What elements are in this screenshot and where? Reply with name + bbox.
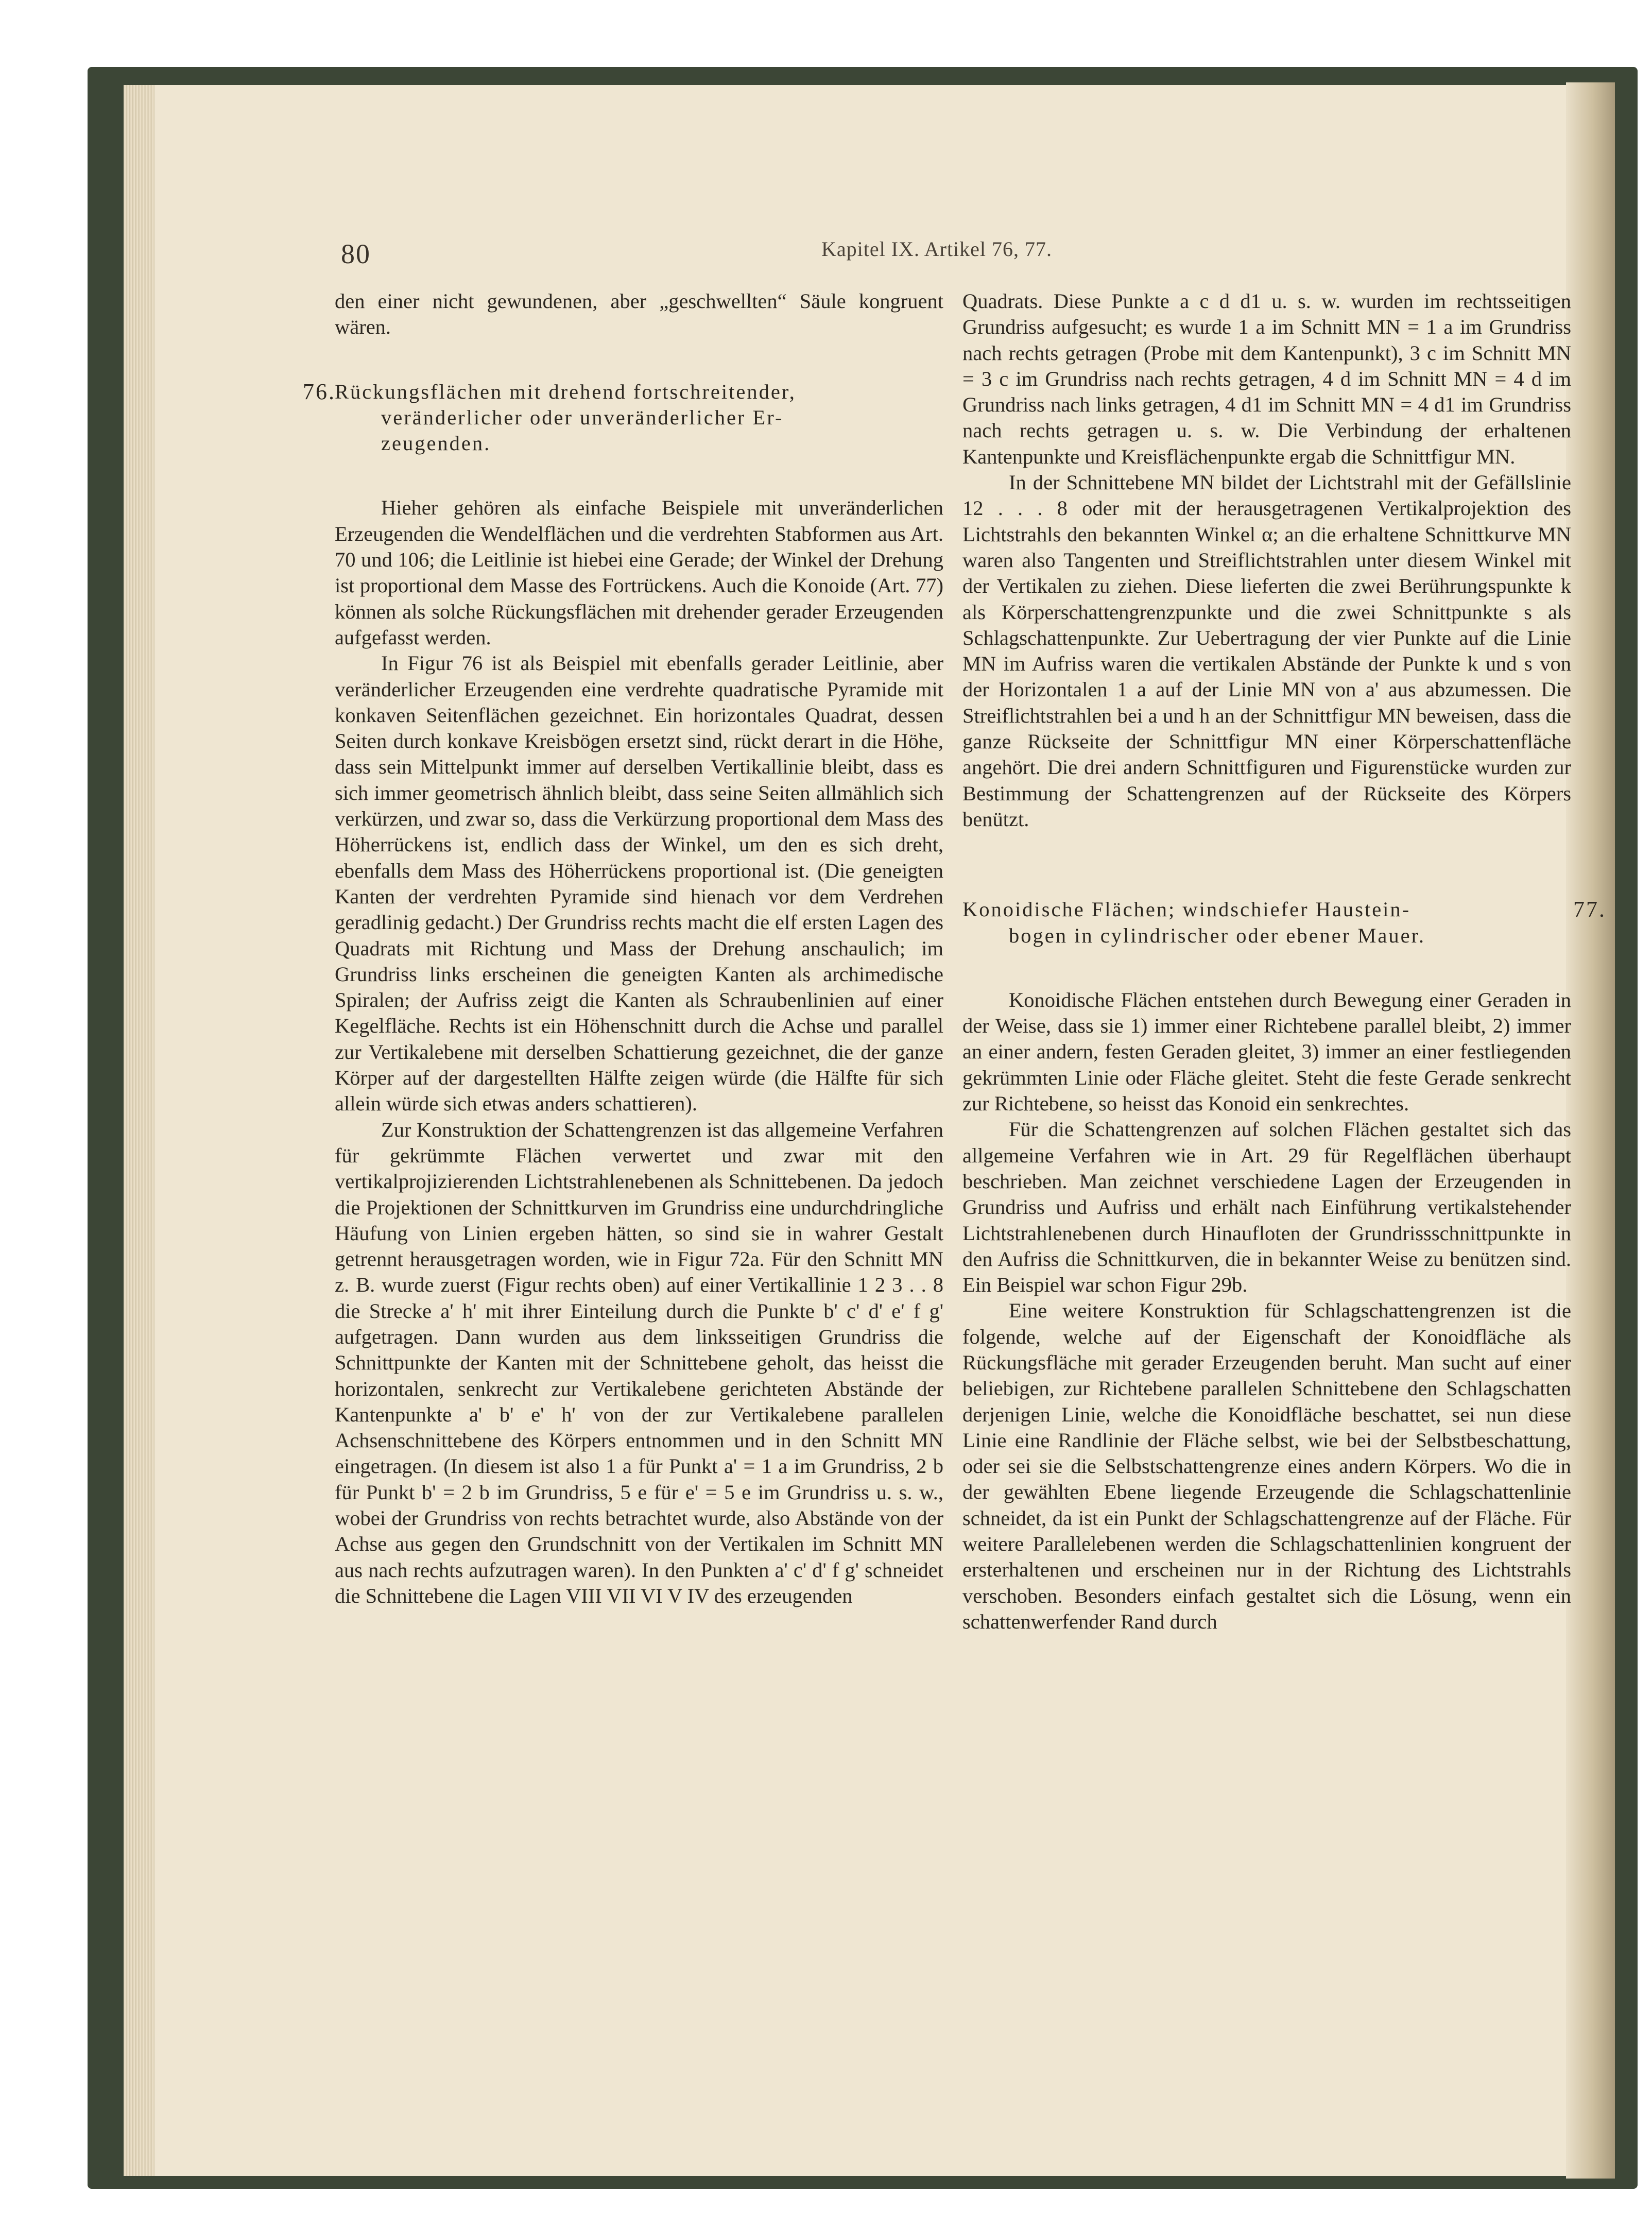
page-number: 80 [341,238,371,269]
section-number: 76. [303,379,336,404]
section-76-heading [303,379,943,457]
body-paragraph: Eine weitere Konstruktion für Schlagschattengrenzen ist die folgende, welche auf der Eigenschaft der Konoidfläche als Rückungsfläche mit gerader Erzeugenden beruht. Man sucht auf einer beliebigen, zur Richtebene parallelen Schnittebene den Schlagschatten derjenigen Linie, welche die Konoidfläche beschattet, sei nun diese Linie eine Randlinie der Fläche selbst, wie bei der Selbstbeschattung, oder sei sie die Selbstschattengrenze eines andern Körpers. Wo die in der gewählten Ebene liegende Erzeugende die Schlagschattenlinie schneidet, da ist ein Punkt der Schlagschattengrenze auf der Fläche. Für weitere Parallelebenen werden die Schlagschattenlinien kongruent der ersterhaltenen und erscheinen nur in der Richtung des Lichtstrahls verschoben. Besonders einfach gestaltet sich die Lösung, wenn ein schattenwerfender Rand durch [962,1299,1571,1633]
body-paragraph: Hieher gehören als einfache Beispiele mit unveränderlichen Erzeugenden die Wendelflächen und die verdrehten Stabformen aus Art. 70 und 106; die Leitlinie ist hiebei eine Gerade; der Winkel der Drehung ist proportional dem Masse des Fortrückens. Auch die Konoide (Art. 77) können als solche Rückungsflächen mit drehender gerader Erzeugenden aufgefasst werden. [335,496,943,649]
body-paragraph: Für die Schattengrenzen auf solchen Flächen gestaltet sich das allgemeine Verfahren wie in Art. 29 für Regelflächen überhaupt beschrieben. Man zeichnet verschiedene Lagen der Erzeugenden in Grundriss und Aufriss und erhält nach Einführung vertikalstehender Lichtstrahlenebenen durch Hinaufloten der Grundrissschnittpunkte in den Aufriss die Schnittkurven, die in bekannter Weise zu benützen sind. Ein Beispiel war schon Figur 29b. [962,1118,1571,1297]
section-heading-line: bogen in cylindrischer oder ebener Mauer. [1009,923,1425,947]
page-edges [124,85,154,2176]
left-column [303,288,943,1609]
body-paragraph: In Figur 76 ist als Beispiel mit ebenfalls gerader Leitlinie, aber veränderlicher Erzeugenden eine verdrehte quadratische Pyramide mit konkaven Seitenflächen gezeichnet. Ein horizontales Quadrat, dessen Seiten durch konkave Kreisbögen ersetzt sind, rückt derart in die Höhe, dass sein Mittelpunkt immer auf derselben Vertikallinie bleibt, dass es sich immer geometrisch ähnlich bleibt, dass seine Seiten allmählich sich verkürzen, und zwar so, dass die Verkürzung proportional dem Mass des Höherrückens ist, endlich dass der Winkel, um den es sich dreht, ebenfalls dem Mass des Höherrückens proportional ist. (Die geneigten Kanten der verdrehten Pyramide sind hienach vor dem Verdrehen geradlinig gedacht.) Der Grundriss rechts macht die elf ersten Lagen des Quadrats mit Richtung und Mass der Drehung anschaulich; im Grundriss links erscheinen die geneigten Kanten als archimedische Spiralen; der Aufriss zeigt die Kanten als Schraubenlinien auf einer Kegelfläche. Rechts ist ein Höhenschnitt durch die Achse und parallel zur Vertikalebene mit derselben Schattierung gezeichnet, die der ganze Körper auf der dargestellten Hälfte zeigen würde (die Hälfte für sich allein würde sich etwas anders schattieren). [335,651,943,1116]
section-heading-line: zeugenden. [381,432,491,455]
running-head: Kapitel IX. Artikel 76, 77. [821,237,1053,261]
section-heading-line: Konoidische Flächen; windschiefer Haustein- [962,898,1411,921]
section-heading-line: Rückungsflächen mit drehend fortschreitender, [335,380,796,403]
page-gutter-shadow [1566,82,1615,2179]
body-paragraph: In der Schnittebene MN bildet der Lichtstrahl mit der Gefällslinie 12 . . . 8 oder mit der herausgetragenen Vertikalprojektion des Lichtstrahls den bekannten Winkel α; an die erhaltene Schnittkurve MN waren also Tangenten und Streiflichtstrahlen unter diesem Winkel mit der Vertikalen zu ziehen. Diese lieferten die zwei Berührungspunkte k als Körperschattengrenzpunkte und die zwei Schnittpunkte s als Schlagschattenpunkte. Zur Uebertragung der vier Punkte auf die Linie MN im Aufriss waren die vertikalen Abstände der Punkte k und s von der Horizontalen 1 a auf der Linie MN von a' aus abzumessen. Die Streiflichtstrahlen bei a und h an der Schnittfigur MN beweisen, dass die ganze Rückseite der Schnittfigur MN einer Körperschattenfläche angehört. Die drei andern Schnittfiguren und Figurenstücke wurden zur Bestimmung der Schattengrenzen auf der Rückseite des Körpers benützt. [962,471,1571,831]
right-column [962,288,1606,1635]
section-number: 77. [1573,897,1606,922]
body-paragraph: Konoidische Flächen entstehen durch Bewegung einer Geraden in der Weise, dass sie 1) immer einer Richtebene parallel bleibt, 2) immer an einer andern, festen Geraden gleitet, 3) immer an einer festliegenden gekrümmten Linie oder Fläche gleitet. Steht die feste Gerade senkrecht zur Richtebene, so heisst das Konoid ein senkrechtes. [962,988,1571,1116]
section-77-heading [962,897,1606,949]
section-heading-line: veränderlicher oder unveränderlicher Er- [381,405,784,429]
continued-paragraph: den einer nicht gewundenen, aber „geschwellten“ Säule kongruent wären. [335,289,943,339]
body-paragraph: Quadrats. Diese Punkte a c d d1 u. s. w. wurden im rechtsseitigen Grundriss aufgesucht; es wurde 1 a im Schnitt MN = 1 a im Grundriss nach rechts getragen (Probe mit dem Kantenpunkt), 3 c im Schnitt MN = 3 c im Grundriss nach rechts getragen, 4 d im Schnitt MN = 4 d im Grundriss nach links getragen, 4 d1 im Schnitt MN = 4 d1 im Grundriss nach rechts getragen u. s. w. Die Verbindung der erhaltenen Kantenpunkte und Kreisflächenpunkte ergab die Schnittfigur MN. [962,289,1571,468]
body-paragraph: Zur Konstruktion der Schattengrenzen ist das allgemeine Verfahren für gekrümmte Flächen verwertet und zwar mit den vertikalprojizierenden Lichtstrahlenebenen als Schnittebenen. Da jedoch die Projektionen der Schnittkurven im Grundriss eine undurchdringliche Häufung von Linien ergeben hätten, so sind sie in wahrer Gestalt getrennt herausgetragen worden, wie in Figur 72a. Für den Schnitt MN z. B. wurde zuerst (Figur rechts oben) auf einer Vertikallinie 1 2 3 . . 8 die Strecke a' h' mit ihrer Einteilung durch die Punkte b' c' d' e' f g' aufgetragen. Dann wurden aus dem linksseitigen Grundriss die Schnittpunkte der Kanten mit der Schnittebene geholt, das heisst die horizontalen, senkrecht zur Vertikalebene gerichteten Abstände der Kantenpunkte a' b' e' h' von der zur Vertikalebene parallelen Achsenschnittebene des Körpers entnommen und in den Schnitt MN eingetragen. (In diesem ist also 1 a für Punkt a' = 1 a im Grundriss, 2 b für Punkt b' = 2 b im Grundriss, 5 e für e' = 5 e im Grundriss u. s. w., wobei der Grundriss von rechts betrachtet wurde, also Abstände von der Achse aus gegen den Grundschnitt von der Vertikalen im Schnitt MN aus nach rechts aufzutragen waren). In den Punkten a' c' d' f g' schneidet die Schnittebene die Lagen VIII VII VI V IV des erzeugenden [335,1118,943,1607]
